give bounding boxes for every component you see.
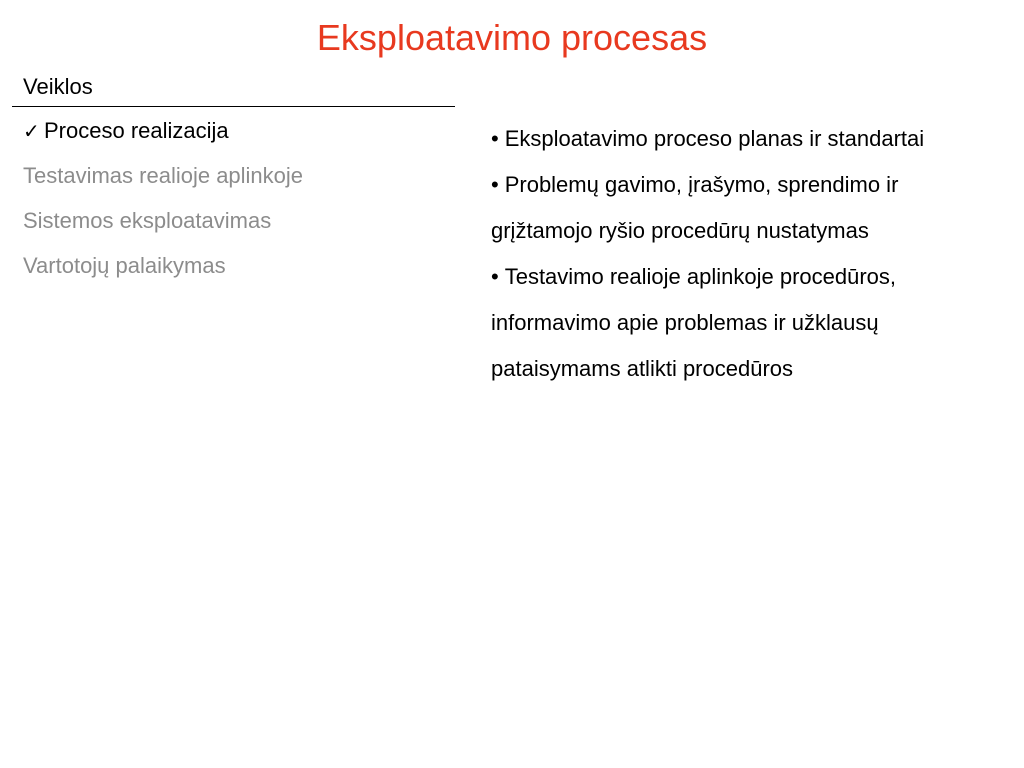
- activity-item-eksploatavimas: [23, 204, 456, 238]
- section-divider: [12, 106, 455, 107]
- bullet-item: [491, 116, 991, 162]
- bullet-icon: •: [491, 172, 499, 197]
- activity-item-palaikymas: [23, 249, 456, 283]
- activity-label: Vartotojų palaikymas: [23, 253, 226, 278]
- activity-label: Proceso realizacija: [44, 118, 229, 143]
- bullet-text: Testavimo realioje aplinkoje procedūros, informavimo apie problemas ir užklausų pataisymams atlikti procedūros: [491, 264, 897, 381]
- activities-panel: [23, 70, 456, 278]
- activity-item-proceso-realizacija: [23, 114, 456, 148]
- bullet-item: [491, 254, 991, 392]
- bullet-icon: •: [491, 264, 499, 289]
- activities-list: [23, 114, 456, 294]
- activity-label: Sistemos eksploatavimas: [23, 208, 272, 233]
- bullet-text: Eksploatavimo proceso planas ir standartai: [504, 126, 925, 151]
- bullet-icon: •: [491, 126, 499, 151]
- bullet-list: [491, 116, 991, 392]
- checkmark-icon: ✓: [23, 119, 40, 143]
- section-header: Veiklos: [23, 74, 93, 99]
- bullet-item: [491, 162, 991, 254]
- activity-label: Testavimas realioje aplinkoje: [23, 163, 304, 188]
- details-panel: [491, 116, 991, 392]
- bullet-text: Problemų gavimo, įrašymo, sprendimo ir grįžtamojo ryšio procedūrų nustatymas: [491, 172, 899, 243]
- page-title: Eksploatavimo procesas: [316, 17, 708, 58]
- activity-item-testavimas: [23, 159, 456, 193]
